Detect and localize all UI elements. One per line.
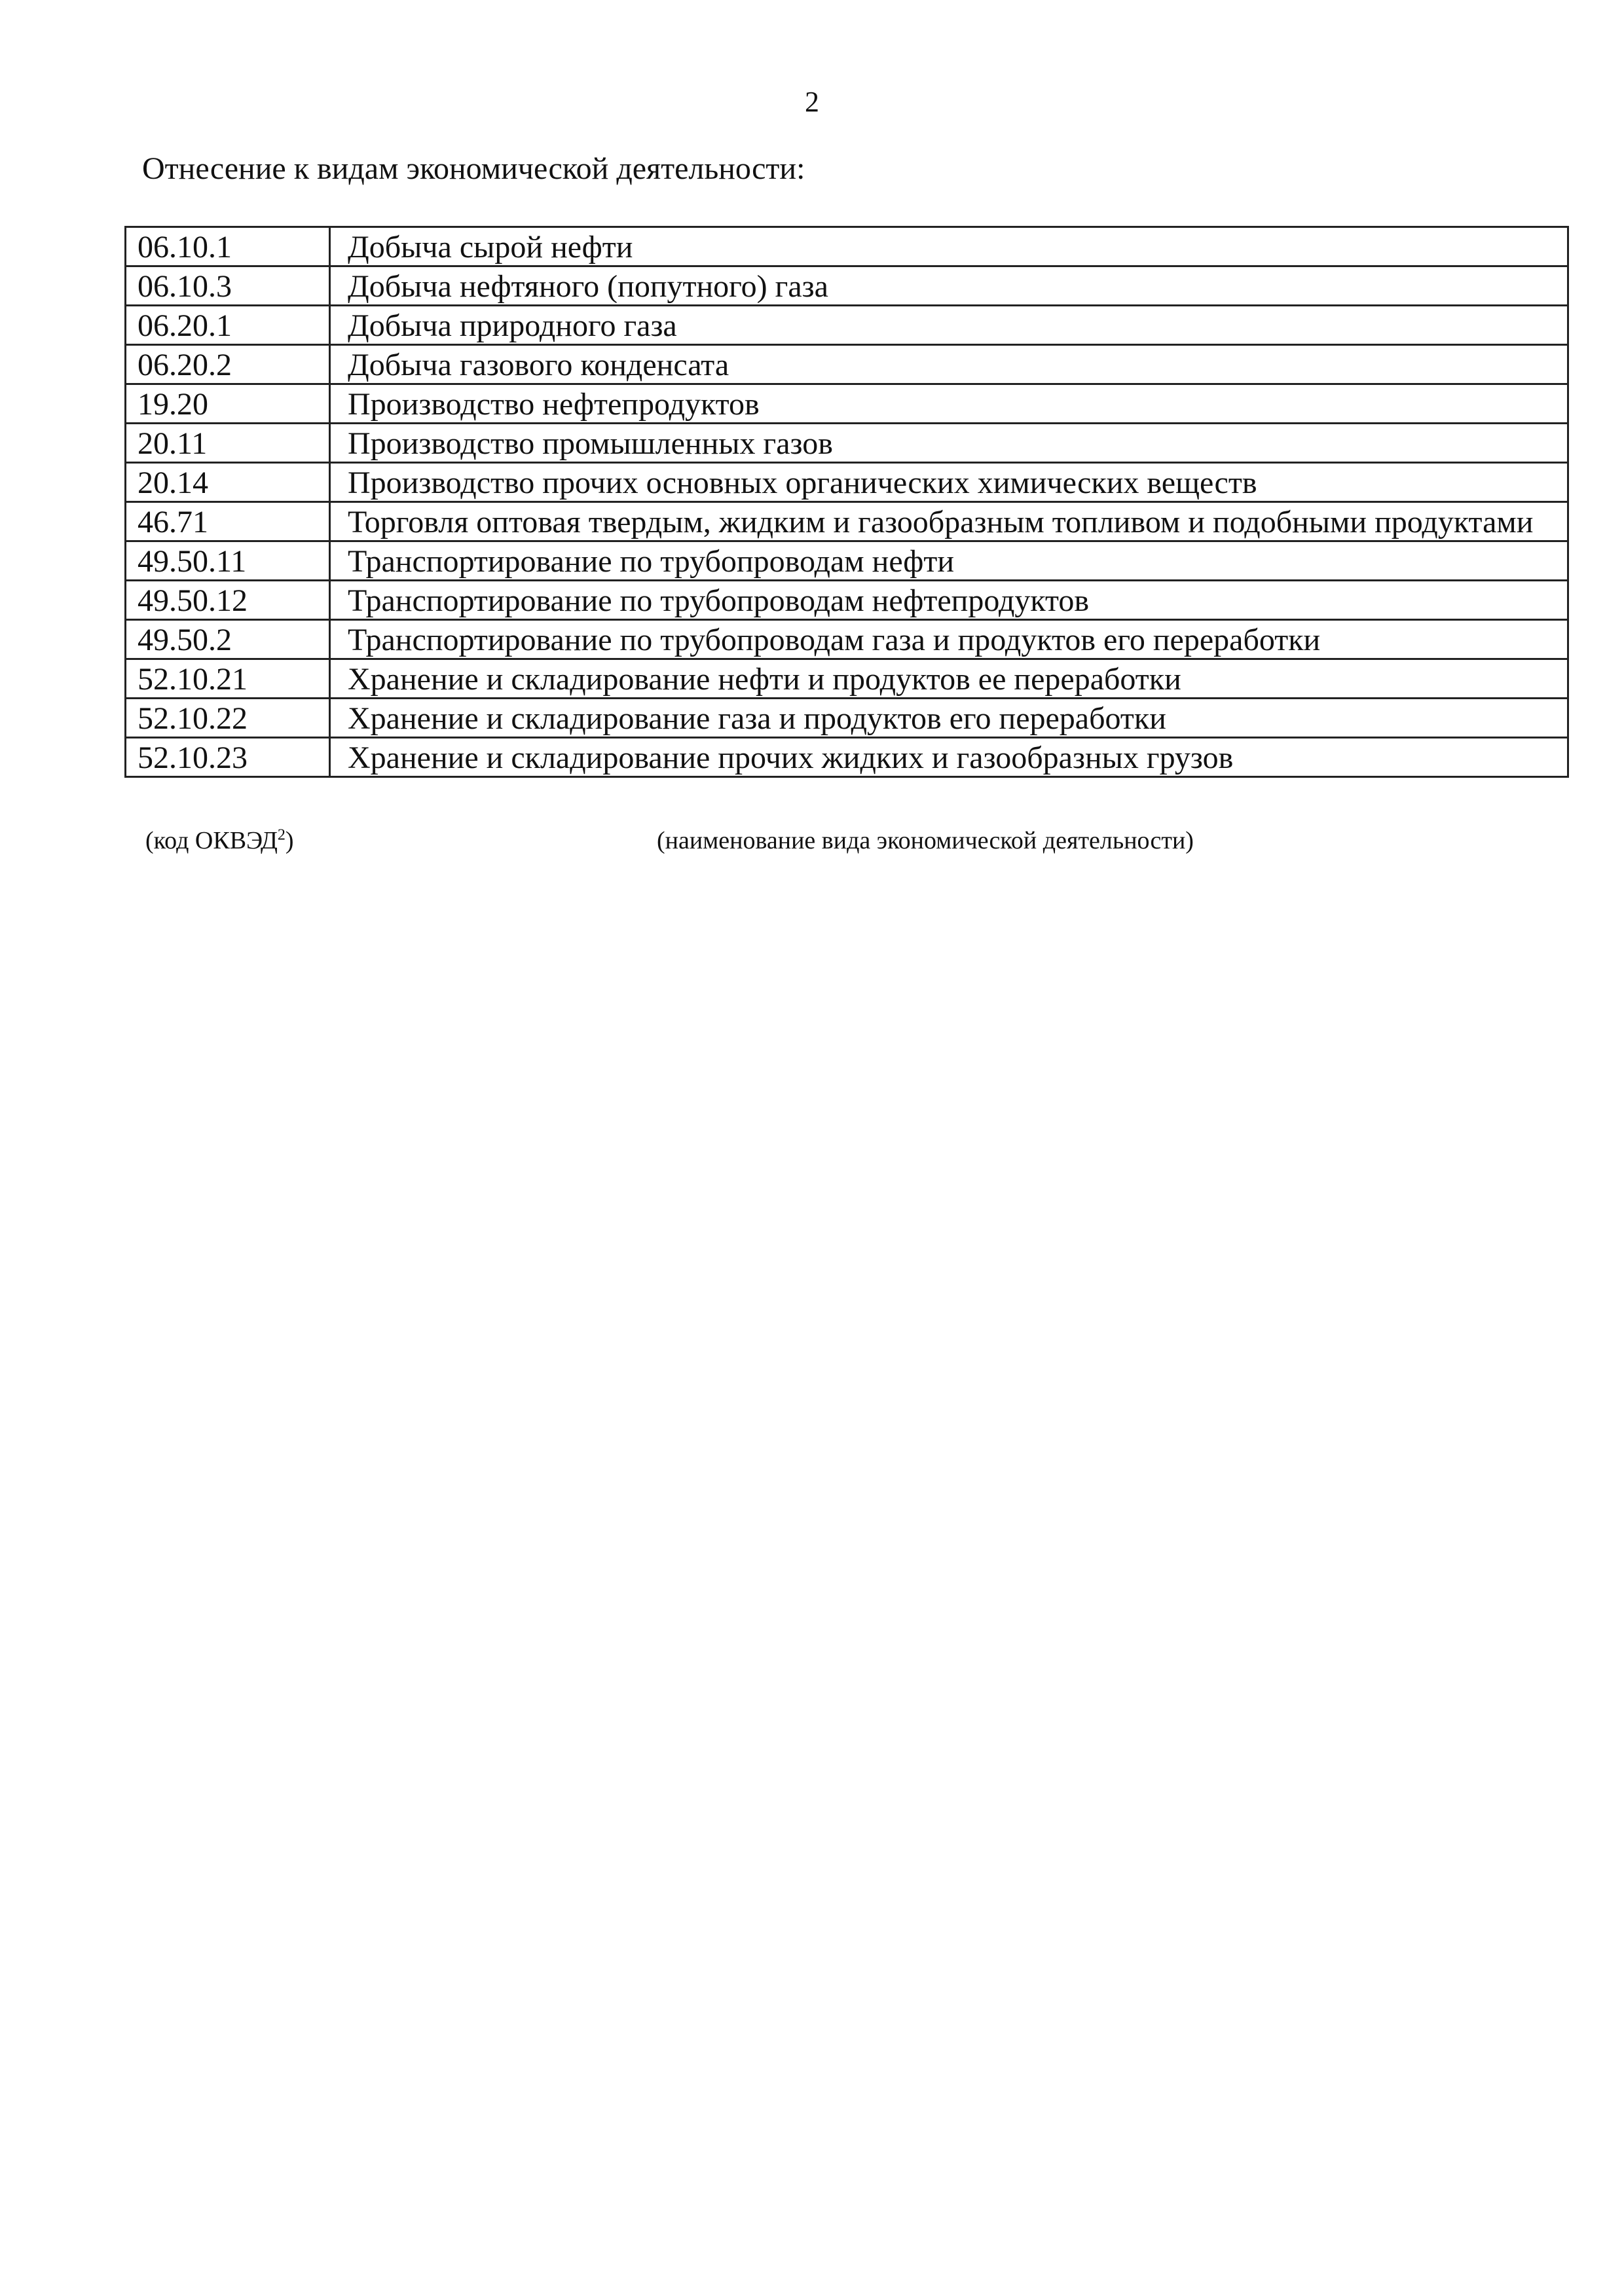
table-row: [126, 502, 1568, 541]
activity-name-cell: Производство промышленных газов: [330, 424, 1568, 463]
activity-name-cell: Транспортирование по трубопроводам нефтепродуктов: [330, 581, 1568, 620]
okved-code-cell: 06.10.1: [126, 227, 330, 266]
activity-name-cell: Производство нефтепродуктов: [330, 384, 1568, 424]
okved-table: [124, 226, 1569, 778]
okved-code-cell: 49.50.12: [126, 581, 330, 620]
table-row: [126, 581, 1568, 620]
table-row: [126, 227, 1568, 266]
table-row: [126, 659, 1568, 699]
table-row: [126, 699, 1568, 738]
okved-code-caption-close: ): [285, 827, 294, 854]
okved-code-cell: 52.10.21: [126, 659, 330, 699]
okved-code-cell: 20.11: [126, 424, 330, 463]
okved-code-cell: 52.10.22: [126, 699, 330, 738]
okved-code-cell: 19.20: [126, 384, 330, 424]
section-heading: Отнесение к видам экономической деятельности:: [142, 151, 805, 186]
okved-code-cell: 49.50.11: [126, 541, 330, 581]
activity-name-cell: Хранение и складирование газа и продуктов его переработки: [330, 699, 1568, 738]
table-row: [126, 384, 1568, 424]
table-row: [126, 738, 1568, 777]
table-row: [126, 620, 1568, 659]
table-row: [126, 345, 1568, 384]
okved-code-cell: 06.20.2: [126, 345, 330, 384]
activity-name-cell: Добыча сырой нефти: [330, 227, 1568, 266]
table-row: [126, 541, 1568, 581]
table-row: [126, 266, 1568, 306]
okved-code-cell: 46.71: [126, 502, 330, 541]
activity-name-cell: Производство прочих основных органических химических веществ: [330, 463, 1568, 502]
okved-code-cell: 52.10.23: [126, 738, 330, 777]
page-number: 2: [805, 86, 819, 118]
table-row: [126, 306, 1568, 345]
table-row: [126, 424, 1568, 463]
table-row: [126, 463, 1568, 502]
okved-code-caption-text: (код ОКВЭД: [145, 827, 278, 854]
activity-name-cell: Транспортирование по трубопроводам газа и продуктов его переработки: [330, 620, 1568, 659]
column-captions: [0, 826, 1624, 859]
okved-code-cell: 06.10.3: [126, 266, 330, 306]
activity-name-cell: Хранение и складирование прочих жидких и газообразных грузов: [330, 738, 1568, 777]
activity-name-cell: Транспортирование по трубопроводам нефти: [330, 541, 1568, 581]
activity-name-cell: Хранение и складирование нефти и продуктов ее переработки: [330, 659, 1568, 699]
okved-code-caption: [145, 826, 294, 855]
footnote-marker: 2: [277, 826, 286, 844]
activity-name-cell: Добыча нефтяного (попутного) газа: [330, 266, 1568, 306]
activity-name-cell: Торговля оптовая твердым, жидким и газообразным топливом и подобными продуктами: [330, 502, 1568, 541]
activity-name-cell: Добыча природного газа: [330, 306, 1568, 345]
okved-code-cell: 06.20.1: [126, 306, 330, 345]
okved-code-cell: 49.50.2: [126, 620, 330, 659]
activity-name-cell: Добыча газового конденсата: [330, 345, 1568, 384]
activity-name-caption: (наименование вида экономической деятельности): [657, 827, 1194, 854]
okved-code-cell: 20.14: [126, 463, 330, 502]
